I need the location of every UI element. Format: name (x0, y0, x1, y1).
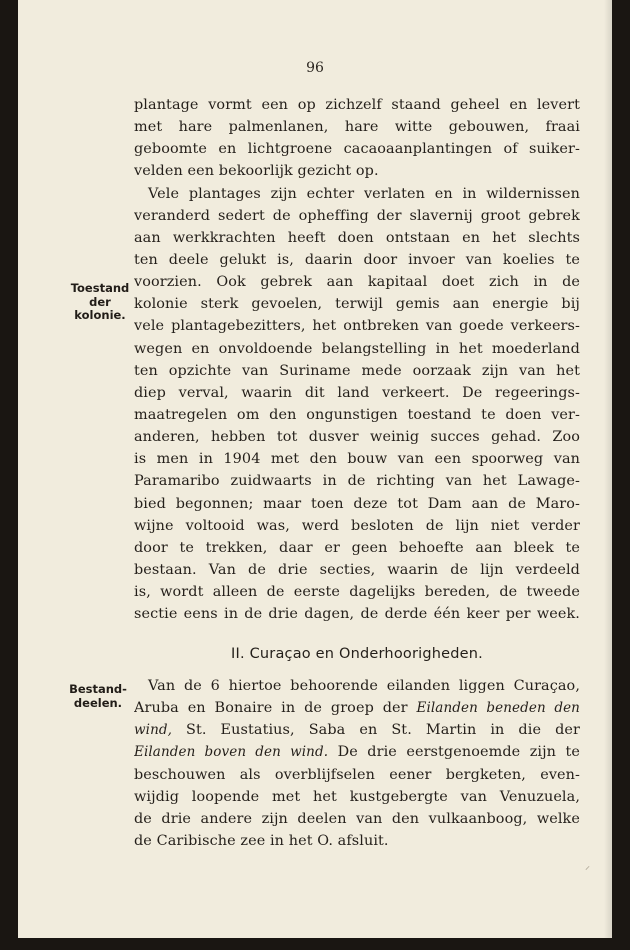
section-heading: II. Curaçao en Onderhoorigheden. (231, 646, 483, 662)
text-line: is men in 1904 met den bouw van een spoorweg van (134, 451, 580, 468)
text-line: door te trekken, daar er geen behoefte aan bleek te (134, 539, 580, 556)
margin-note-line: der (89, 294, 111, 309)
text-line: anderen, hebben tot dusver weinig succes gehad. Zoo (134, 429, 580, 446)
text-line: plantage vormt een op zichzelf staand geheel en levert (134, 97, 580, 113)
text-line: bied begonnen; maar toen deze tot Dam aan de Maro- (134, 495, 580, 512)
section1-body (134, 94, 580, 625)
text-line: is, wordt alleen de eerste dagelijks bereden, de tweede (134, 584, 580, 601)
text-line: vele plantagebezitters, het ontbreken van goede verkeers- (134, 318, 580, 335)
text-line: bestaan. Van de drie secties, waarin de lijn verdeeld (134, 561, 580, 578)
text-line: ten opzichte van Suriname mede oorzaak zijn van het (134, 362, 580, 379)
text-line: aan werkkrachten heeft doen ontstaan en het slechts (134, 229, 580, 246)
text-line: sectie eens in de drie dagen, de derde één keer per week. (134, 606, 580, 623)
text-line: wijdig loopende met het kustgebergte van Venuzuela, (134, 788, 580, 805)
text-line (134, 741, 580, 763)
text-line: velden een bekoorlijk gezicht op. (134, 163, 379, 180)
margin-note-bestanddeelen (68, 683, 128, 710)
text-line: maatregelen om den ongunstigen toestand te doen ver- (134, 406, 580, 423)
text-line: wegen en onvoldoende belangstelling in het moederland (134, 340, 580, 357)
text-line: geboomte en lichtgroene cacaoaanplantingen of suiker- (134, 141, 580, 158)
text-line: wijne voltooid was, werd besloten de lijn niet verder (134, 517, 580, 534)
text-line (134, 697, 580, 719)
text-span: Aruba en Bonaire in de groep der (134, 700, 408, 717)
text-line: ten deele gelukt is, daarin door invoer van koelies te (134, 251, 580, 268)
text-line (134, 719, 580, 741)
page-number: 96 (306, 60, 324, 76)
italic-term: wind, (134, 722, 173, 739)
text-line: beschouwen als overblijfselen eener bergketen, even- (134, 766, 580, 783)
text-line: met hare palmenlanen, hare witte gebouwen, fraai (134, 119, 580, 136)
text-line: voorzien. Ook gebrek aan kapitaal doet zich in de (134, 274, 580, 291)
text-line: diep verval, waarin dit land verkeert. De regeerings- (134, 384, 580, 401)
margin-note-line: Bestand- (69, 682, 127, 696)
text-line: Vele plantages zijn echter verlaten en in wildernissen (148, 185, 580, 202)
margin-note-toestand (70, 282, 130, 323)
margin-note-line: deelen. (73, 695, 123, 710)
text-line: de Caribische zee in het O. afsluit. (134, 832, 389, 849)
margin-note-line: Toestand (70, 281, 130, 295)
margin-note-line: kolonie. (74, 308, 126, 322)
book-page (18, 0, 612, 938)
text-span: De drie eerstgenoemde zijn te (337, 744, 580, 761)
text-line: veranderd sedert de opheffing der slavernij groot gebrek (134, 207, 580, 224)
italic-term: Eilanden beneden den (416, 700, 580, 717)
text-line: Paramaribo zuidwaarts in de richting van het Lawage- (134, 473, 580, 490)
page-corner-mark: ⸝ (585, 861, 590, 872)
section2-body (134, 675, 580, 852)
italic-term: Eilanden boven den wind. (134, 744, 329, 761)
text-line: de drie andere zijn deelen van den vulkaanboog, welke (134, 810, 580, 827)
text-line: Van de 6 hiertoe behoorende eilanden liggen Curaçao, (148, 678, 580, 694)
text-line: kolonie sterk gevoelen, terwijl gemis aan energie bij (134, 296, 580, 313)
text-span: St. Eustatius, Saba en St. Martin in die der (186, 722, 580, 739)
